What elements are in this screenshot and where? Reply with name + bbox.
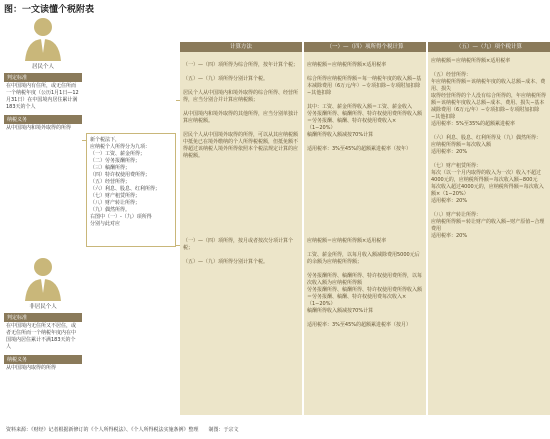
- page-title: 图：一文读懂个税附表: [4, 5, 95, 15]
- income-list-item: 应纳税个人所得分为九项：: [90, 144, 151, 150]
- income-list-item: （三）稿酬所得；: [90, 165, 131, 171]
- income-list-item: （九）偶然所得。: [90, 207, 131, 213]
- tax-table: [180, 42, 550, 415]
- resident-judge-text: 在中国境内有住所，或无住所而一个纳税年度（公历1月1日—12月31日）在中国境内居住累计满183天的个人: [6, 83, 79, 110]
- source-footer: 资料来源：《财经》记者根据新修订的《个人所得税法》、《个人所得税法实施条例》整理 制图：于宗文: [6, 427, 239, 433]
- column-header: 计算方法: [180, 42, 302, 52]
- income-list-item: （四）特许权使用费所得；: [90, 172, 151, 178]
- column-method: [180, 42, 302, 415]
- nonresident-judge-text: 在中国境内无住所又不居住，或者无住所而一个纳税年度内在中国境内居住累计不满183天的个人: [6, 323, 77, 350]
- income-list-item: （七）财产租赁所得；: [90, 193, 141, 199]
- income-list-item: （一）工资、薪金所得；: [90, 151, 146, 157]
- income-list-item: （二）劳务报酬所得；: [90, 158, 141, 164]
- column-header: （一）—（四）项所得个税计算: [304, 42, 426, 52]
- nonresident-role: 非居民个人: [29, 304, 57, 310]
- income-list-item: （六）利息、股息、红利所得；: [90, 186, 161, 192]
- method-bottom-cell: （一）—（四）项所得，按月或者按次分项计算个税； （五）—（九）项所得分别计算个税。: [183, 238, 294, 265]
- resident-judge-label: 判定标准: [4, 73, 82, 82]
- nonresident-scope-label: 纳税义务: [4, 355, 82, 364]
- income-list-item: 新个税法下，: [90, 137, 121, 143]
- items-1-4-top-cell: 应纳税额＝应纳税所得额×适用税率 综合所得应纳税所得额＝每一纳税年度的收入额−基本减除费用（6万元/年）−专项扣除−专项附加扣除−其他扣除 其中：工资、薪金所得收入额＝工资、薪金收入 劳务报酬所得、稿酬所得、特许权使用费所得收入额＝劳务报酬、稿酬、特许权使用费收入×（1−20%） 稿酬所得收入额减按70%计算 适用税率：3%至45%的超额累进税率（按年）: [307, 62, 423, 152]
- resident-role: 居民个人: [31, 64, 54, 70]
- resident-scope-label: 纳税义务: [4, 115, 82, 124]
- method-top-cell: （一）—（四）项所得为综合所得，按年计算个税； （五）—（九）项所得分别计算个税。 居民个人从中国境内和境外取得的综合所得、经营所得，应当分别合并计算应纳税额； 从中国境内和境外取得的其他所得，应当分别单独计算应纳税额。 居民个人从中国境外取得的所得，可以从其应纳税额中抵免已在境外缴纳的个人所得税税额，但抵免额不得超过该纳税人境外所得依照本个税法规定计算的应纳税额。: [183, 62, 299, 159]
- items-1-4-bottom-cell: 应纳税额＝应纳税所得额×适用税率 工资、薪金所得，以每月收入额减除费用5000元后的余额为应纳税所得额； 劳务报酬所得、稿酬所得、特许权使用费所得，以每次收入额为应纳税所得额 劳务报酬所得、稿酬所得、特许权使用费所得收入额＝劳务报酬、稿酬、特许权使用费每次收入×（1−20%） 稿酬所得收入额减按70%计算 适用税率：3%至45%的超额累进税率（按月）: [307, 238, 423, 328]
- nonresident-judge-label: 判定标准: [4, 313, 82, 322]
- resident-person-icon: [19, 15, 67, 61]
- income-list-item: 分别与此对应: [90, 221, 121, 227]
- income-list: [86, 133, 176, 247]
- resident-scope-text: 从中国境内和境外取得的所得: [6, 125, 72, 131]
- column-items-1-4: [304, 42, 426, 415]
- nonresident-panel: [4, 255, 82, 373]
- resident-panel: [4, 15, 82, 133]
- nonresident-person-icon: [19, 255, 67, 301]
- column-items-5-9: [428, 42, 550, 415]
- income-list-item: （五）经营所得；: [90, 179, 131, 185]
- items-5-9-cell: 应纳税额＝应纳税所得额×适用税率 （五）经营所得： 年应纳税所得额＝该纳税年度的收入总额−成本、费用、损失 取得经营所得的个人没有综合所得的，年应纳税所得额＝该纳税年度收入总额−成本、费用、损失−基本减除费用（6万元/年）−专项扣除−专项附加扣除−其他扣除 适用税率：5%至35%的超额累进税率 （六）利息、股息、红利所得及（九）偶然所得： 应纳税所得额＝每次收入额 适用税率：20% （七）财产租赁所得： 每次（以一个月内取得的收入为一次）收入不超过4000元的，应纳税所得额＝每次收入额−800元 每次收入超过4000元的，应纳税所得额＝每次收入额×（1−20%） 适用税率：20% （八）财产转让所得： 应纳税所得额＝转让财产的收入额−财产原值−合理费用 适用税率：20%: [431, 58, 547, 239]
- column-header: （五）—（九）项个税计算: [428, 42, 550, 52]
- income-list-item: 右图中（一）-（九）项所得: [90, 214, 152, 220]
- nonresident-scope-text: 从中国境内取得的所得: [6, 365, 57, 371]
- income-list-item: （八）财产转让所得；: [90, 200, 141, 206]
